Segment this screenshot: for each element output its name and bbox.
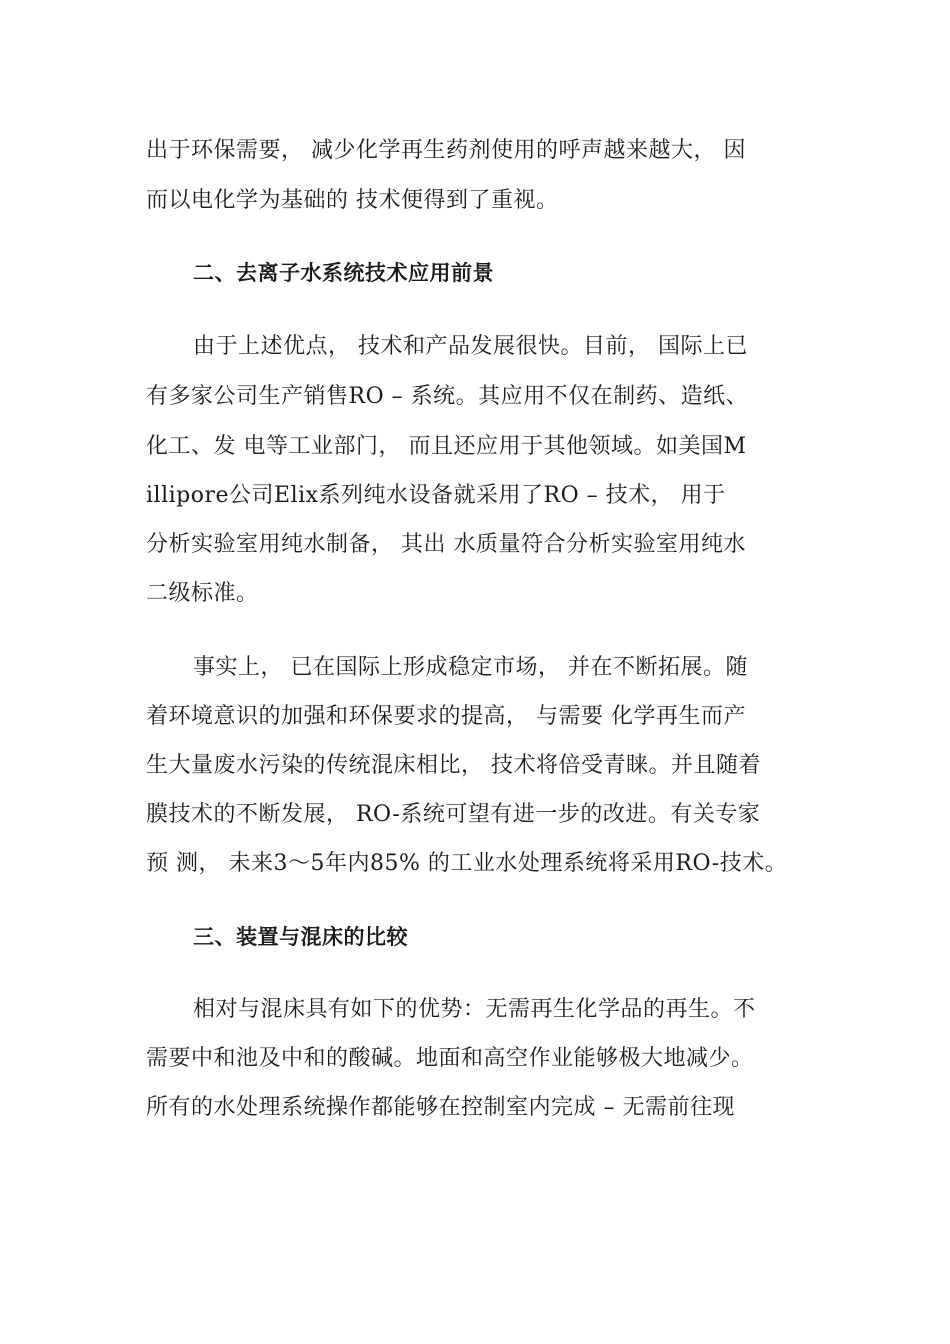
text-line: 化工、发 电等工业部门， 而且还应用于其他领域。如美国M: [146, 434, 747, 459]
text-line: 分析实验室用纯水制备， 其出 水质量符合分析实验室用纯水: [146, 532, 746, 557]
text-line: 有多家公司生产销售RO – 系统。其应用不仅在制药、造纸、: [146, 384, 749, 409]
text-line: 相对与混床具有如下的优势：无需再生化学品的再生。不: [193, 997, 756, 1022]
text-line: 着环境意识的加强和环保要求的提高， 与需要 化学再生而产: [146, 704, 746, 729]
text-line: 由于上述优点， 技术和产品发展很快。目前， 国际上已: [193, 334, 748, 359]
text-line: 而以电化学为基础的 技术便得到了重视。: [146, 188, 559, 213]
text-line: illipore公司Elix系列纯水设备就采用了RO – 技术， 用于: [146, 483, 726, 508]
section-heading-2: 二、去离子水系统技术应用前景: [193, 261, 494, 285]
text-line: 生大量废水污染的传统混床相比， 技术将倍受青睐。并且随着: [146, 753, 761, 778]
text-line: 膜技术的不断发展， RO-系统可望有进一步的改进。有关专家: [146, 802, 761, 827]
text-line: 预 测， 未来3～5年内85% 的工业水处理系统将采用RO-技术。: [146, 851, 788, 876]
text-line: 出于环保需要， 减少化学再生药剂使用的呼声越来越大， 因: [146, 138, 746, 163]
text-line: 事实上， 已在国际上形成稳定市场， 并在不断拓展。随: [193, 655, 748, 680]
text-line: 需要中和池及中和的酸碱。地面和高空作业能够极大地减少。: [146, 1046, 754, 1071]
text-line: 所有的水处理系统操作都能够在控制室内完成 – 无需前往现: [146, 1095, 735, 1120]
text-line: 二级标准。: [146, 581, 259, 606]
section-heading-3: 三、装置与混床的比较: [193, 925, 408, 949]
